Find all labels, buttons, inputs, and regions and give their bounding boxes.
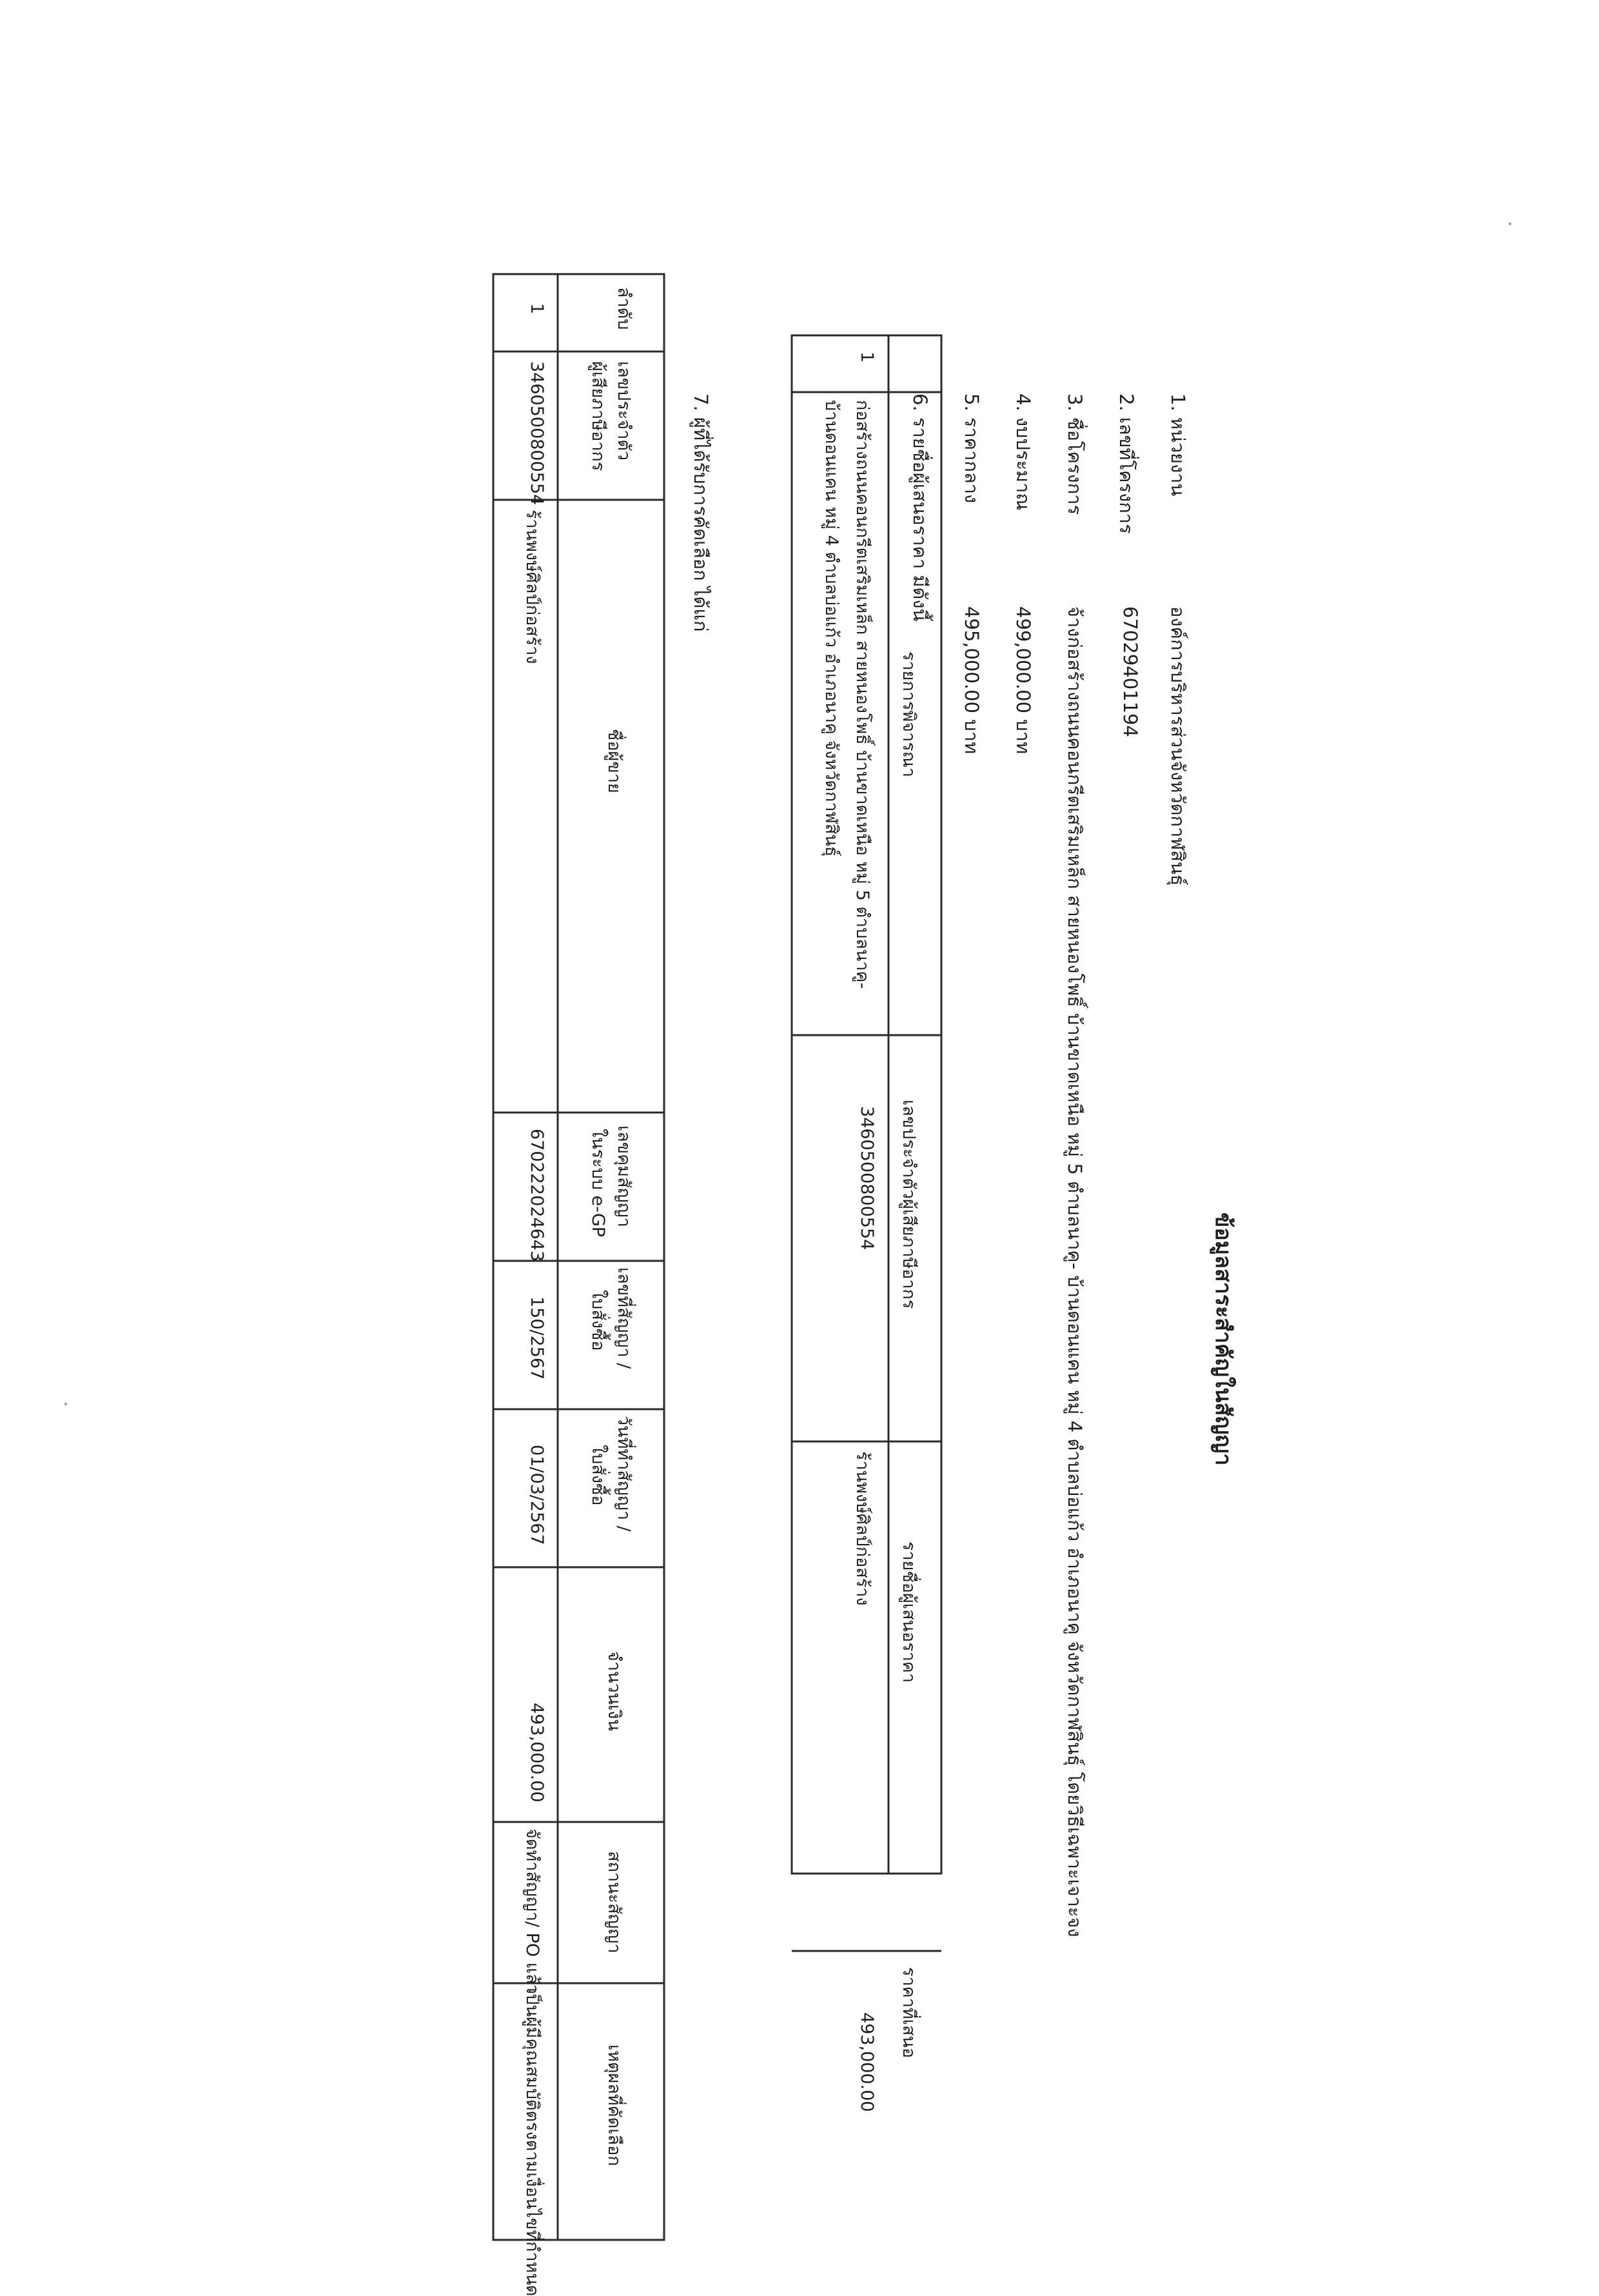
- field-label: 6. รายชื่อผู้เสนอราคา มีดังนี้: [909, 393, 931, 622]
- section-7-heading: 7. ผู้ที่ได้รับการคัดเลือก ได้แก่: [690, 393, 712, 632]
- award-header-date-2: ใบสั่งซื้อ: [588, 1445, 608, 1506]
- field-value: องค์การบริหารส่วนจังหวัดกาฬสินธุ์: [1167, 606, 1189, 886]
- award-row-reason: เป็นผู้มีคุณสมบัติตรงตามเงื่อนไขที่กำหนด: [522, 1988, 542, 2296]
- award-header-tax-1: เลขประจำตัว: [614, 361, 634, 461]
- award-header-contract-1: เลขที่สัญญา /: [614, 1267, 634, 1369]
- award-header-tax-2: ผู้เสียภาษีอากร: [588, 361, 608, 471]
- bid-row-tax-id: 3460500800554: [857, 1106, 877, 1251]
- bid-header-tax-id: เลขประจำตัวผู้เสียภาษีอากร: [899, 1100, 919, 1309]
- bid-row-price: 493,000.00: [857, 2012, 877, 2112]
- award-row-tax: 3460500800554: [527, 361, 547, 506]
- award-row-date: 01/03/2567: [527, 1445, 547, 1545]
- field-label: 5. ราคากลาง: [961, 393, 983, 504]
- field-value: 495,000.00 บาท: [961, 606, 983, 755]
- field-label: 3. ชื่อโครงการ: [1064, 393, 1086, 515]
- award-row-egp: 670222024643: [527, 1129, 547, 1262]
- award-row-contract: 150/2567: [527, 1296, 547, 1380]
- award-header-contract-2: ใบสั่งซื้อ: [588, 1290, 608, 1351]
- bid-row-item-line1: ก่อสร้างถนนคอนกรีตเสริมเหล็ก สายหนองโพธิ์ บ้านขาดเหนือ หมู่ 5 ตำบลนาคู-: [852, 400, 872, 989]
- award-row-no: 1: [527, 303, 547, 315]
- scan-speck: [64, 1403, 67, 1405]
- bid-row-no: 1: [857, 351, 877, 363]
- bid-header-item: รายการพิจารณา: [899, 651, 919, 777]
- bid-row-bidder: ร้านพงษ์ศิลป์ก่อสร้าง: [852, 1451, 872, 1606]
- field-value: 499,000.00 บาท: [1012, 606, 1034, 755]
- award-row-status: จัดทำสัญญา/ PO แล้ว: [522, 1828, 542, 1994]
- bid-header-price: ราคาที่เสนอ: [899, 1967, 919, 2059]
- bid-header-bidder: รายชื่อผู้เสนอราคา: [899, 1541, 919, 1683]
- award-header-amount: จำนวนเงิน: [604, 1651, 624, 1731]
- field-value: 67029401194: [1119, 606, 1141, 737]
- field-value: จ้างก่อสร้างถนนคอนกรีตเสริมเหล็ก สายหนองโพธิ์ บ้านขาดเหนือ หมู่ 5 ตำบลนาคู- บ้านดอนแคน หมู่ 4 ตำบลบ่อแก้ว อำเภอนาคู จังหวัดกาฬสินธุ์ โดยวิธีเฉพาะเจาะจง: [1064, 606, 1086, 1937]
- award-row-amount: 493,000.00: [527, 1703, 547, 1803]
- award-row-seller: ร้านพงษ์ศิลป์ก่อสร้าง: [522, 510, 542, 664]
- document-title: ข้อมูลสาระสำคัญในสัญญา: [1210, 1212, 1236, 1466]
- award-header-egp-2: ในระบบ e-GP: [588, 1129, 608, 1238]
- field-label: 1. หน่วยงาน: [1167, 393, 1189, 497]
- bid-row-item-line2: บ้านดอนแคน หมู่ 4 ตำบลบ่อแก้ว อำเภอนาคู จังหวัดกาฬสินธุ์: [821, 400, 841, 857]
- award-header-date-1: วันที่ทำสัญญา /: [614, 1416, 634, 1532]
- award-header-status: สถานะสัญญา: [604, 1851, 624, 1954]
- field-label: 4. งบประมาณ: [1012, 393, 1034, 511]
- award-header-reason: เหตุผลที่คัดเลือก: [604, 2044, 624, 2166]
- award-header-egp-1: เลขคุมสัญญา: [614, 1125, 634, 1227]
- field-label: 2. เลขที่โครงการ: [1115, 393, 1137, 534]
- award-header-no: ลำดับ: [614, 287, 634, 330]
- award-header-seller: ชื่อผู้ขาย: [604, 729, 624, 793]
- scan-speck: [1509, 223, 1511, 225]
